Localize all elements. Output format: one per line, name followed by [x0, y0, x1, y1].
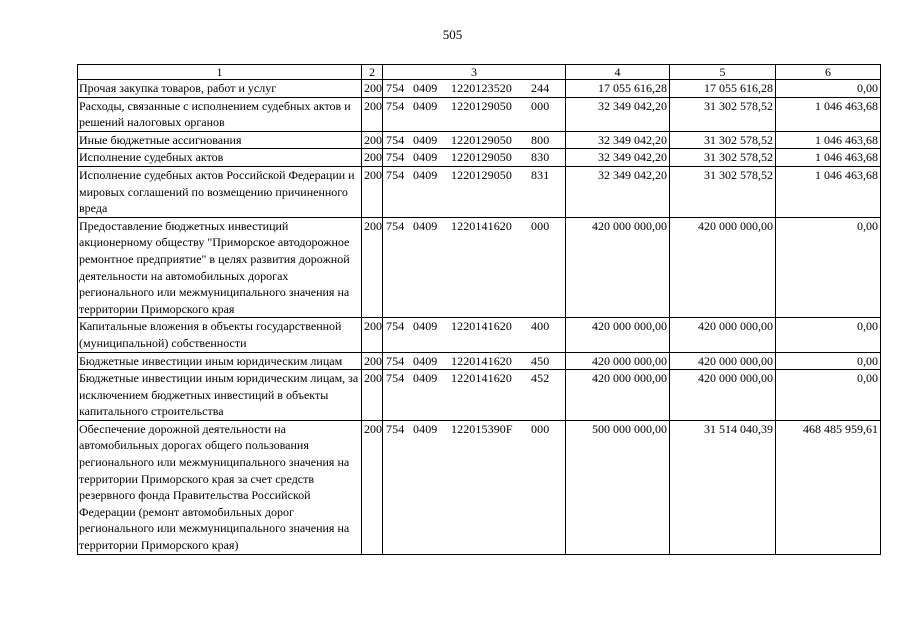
row-col-4: 420 000 000,00 [566, 217, 670, 318]
row-budget-code [383, 352, 566, 370]
row-budget-code [383, 97, 566, 131]
row-col-5: 420 000 000,00 [670, 217, 776, 318]
row-budget-code [383, 370, 566, 421]
code-target-article: 1220141620 [451, 353, 512, 368]
code-expense-type: 831 [531, 167, 550, 182]
code-expense-type: 830 [531, 150, 550, 165]
row-col-2: 200 [362, 352, 383, 370]
code-section: 0409 [413, 98, 438, 113]
row-col-5: 420 000 000,00 [670, 370, 776, 421]
code-admin: 754 [386, 150, 405, 165]
row-budget-code [383, 420, 566, 554]
row-col-2: 200 [362, 370, 383, 421]
code-section: 0409 [413, 371, 438, 386]
header-col-6: 6 [776, 65, 881, 80]
row-description: Бюджетные инвестиции иным юридическим лицам [78, 352, 362, 370]
table-row [78, 217, 881, 318]
row-budget-code [383, 318, 566, 352]
code-section: 0409 [413, 319, 438, 334]
code-section: 0409 [413, 150, 438, 165]
row-col-6: 1 046 463,68 [776, 131, 881, 149]
table-row [78, 420, 881, 554]
code-admin: 754 [386, 353, 405, 368]
table-row [78, 318, 881, 352]
row-budget-code [383, 80, 566, 98]
code-expense-type: 244 [531, 81, 550, 95]
row-col-5: 420 000 000,00 [670, 352, 776, 370]
row-budget-code [383, 166, 566, 217]
code-target-article: 1220129050 [451, 98, 512, 113]
code-section: 0409 [413, 218, 438, 233]
row-description: Расходы, связанные с исполнением судебных актов и решений налоговых органов [78, 97, 362, 131]
row-col-6: 0,00 [776, 80, 881, 98]
code-admin: 754 [386, 81, 405, 95]
code-expense-type: 000 [531, 98, 550, 113]
row-col-4: 500 000 000,00 [566, 420, 670, 554]
row-col-6: 1 046 463,68 [776, 166, 881, 217]
header-col-4: 4 [566, 65, 670, 80]
row-description: Исполнение судебных актов [78, 149, 362, 167]
code-admin: 754 [386, 167, 405, 182]
header-col-5: 5 [670, 65, 776, 80]
code-target-article: 1220123520 [451, 81, 512, 95]
code-section: 0409 [413, 81, 438, 95]
row-col-5: 420 000 000,00 [670, 318, 776, 352]
code-expense-type: 000 [531, 421, 550, 436]
row-col-4: 420 000 000,00 [566, 318, 670, 352]
table-row [78, 80, 881, 98]
row-col-6: 1 046 463,68 [776, 149, 881, 167]
row-col-6: 0,00 [776, 370, 881, 421]
page-number: 505 [442, 27, 463, 42]
row-col-5: 31 302 578,52 [670, 131, 776, 149]
row-budget-code [383, 149, 566, 167]
row-description: Прочая закупка товаров, работ и услуг [78, 80, 362, 98]
code-admin: 754 [386, 421, 405, 436]
table-row [78, 131, 881, 149]
row-description: Бюджетные инвестиции иным юридическим лицам, за исключением бюджетных инвестиций в объекты капитального строительства [78, 370, 362, 421]
table-row [78, 352, 881, 370]
code-expense-type: 450 [531, 353, 550, 368]
row-col-4: 32 349 042,20 [566, 149, 670, 167]
code-target-article: 1220129050 [451, 132, 512, 147]
table-row [78, 97, 881, 131]
row-budget-code [383, 131, 566, 149]
row-description: Обеспечение дорожной деятельности на автомобильных дорогах общего пользования регионального или межмуниципального значения на территории Приморского края за счет средств резервного фонда Правительства Российской Федерации (ремонт автомобильных дорог регионального или межмуниципального значения на территории Приморского края) [78, 420, 362, 554]
row-col-5: 31 302 578,52 [670, 149, 776, 167]
row-col-6: 0,00 [776, 318, 881, 352]
row-col-6: 0,00 [776, 352, 881, 370]
code-admin: 754 [386, 218, 405, 233]
code-section: 0409 [413, 132, 438, 147]
code-admin: 754 [386, 319, 405, 334]
code-expense-type: 400 [531, 319, 550, 334]
table-header-row [78, 65, 881, 80]
row-col-4: 32 349 042,20 [566, 131, 670, 149]
budget-table [77, 64, 881, 555]
header-col-1: 1 [78, 65, 362, 80]
row-col-2: 200 [362, 80, 383, 98]
code-target-article: 1220129050 [451, 150, 512, 165]
row-col-5: 31 302 578,52 [670, 166, 776, 217]
row-col-2: 200 [362, 420, 383, 554]
code-expense-type: 452 [531, 371, 550, 386]
row-description: Исполнение судебных актов Российской Федерации и мировых соглашений по возмещению причиненного вреда [78, 166, 362, 217]
row-col-5: 31 302 578,52 [670, 97, 776, 131]
code-expense-type: 000 [531, 218, 550, 233]
row-col-6: 1 046 463,68 [776, 97, 881, 131]
code-admin: 754 [386, 132, 405, 147]
row-col-4: 32 349 042,20 [566, 97, 670, 131]
table-row [78, 370, 881, 421]
code-target-article: 1220141620 [451, 319, 512, 334]
row-col-2: 200 [362, 97, 383, 131]
code-target-article: 122015390F [451, 421, 513, 436]
header-col-2: 2 [362, 65, 383, 80]
row-col-4: 420 000 000,00 [566, 370, 670, 421]
code-section: 0409 [413, 421, 438, 436]
row-budget-code [383, 217, 566, 318]
table-row [78, 149, 881, 167]
row-col-6: 0,00 [776, 217, 881, 318]
row-description: Предоставление бюджетных инвестиций акционерному обществу "Приморское автодорожное ремонтное предприятие" в целях развития дорожной деятельности на автомобильных дорогах регионального или межмуниципального значения на территории Приморского края [78, 217, 362, 318]
row-col-2: 200 [362, 166, 383, 217]
code-admin: 754 [386, 98, 405, 113]
code-section: 0409 [413, 167, 438, 182]
row-col-5: 17 055 616,28 [670, 80, 776, 98]
row-col-4: 420 000 000,00 [566, 352, 670, 370]
code-target-article: 1220141620 [451, 371, 512, 386]
row-description: Капитальные вложения в объекты государственной (муниципальной) собственности [78, 318, 362, 352]
code-target-article: 1220141620 [451, 218, 512, 233]
code-section: 0409 [413, 353, 438, 368]
row-col-2: 200 [362, 149, 383, 167]
row-col-2: 200 [362, 217, 383, 318]
table-body [78, 65, 881, 555]
row-col-4: 17 055 616,28 [566, 80, 670, 98]
row-description: Иные бюджетные ассигнования [78, 131, 362, 149]
code-target-article: 1220129050 [451, 167, 512, 182]
row-col-5: 31 514 040,39 [670, 420, 776, 554]
row-col-2: 200 [362, 318, 383, 352]
table-row [78, 166, 881, 217]
row-col-2: 200 [362, 131, 383, 149]
code-expense-type: 800 [531, 132, 550, 147]
row-col-4: 32 349 042,20 [566, 166, 670, 217]
code-admin: 754 [386, 371, 405, 386]
header-col-3: 3 [383, 65, 566, 80]
row-col-6: 468 485 959,61 [776, 420, 881, 554]
